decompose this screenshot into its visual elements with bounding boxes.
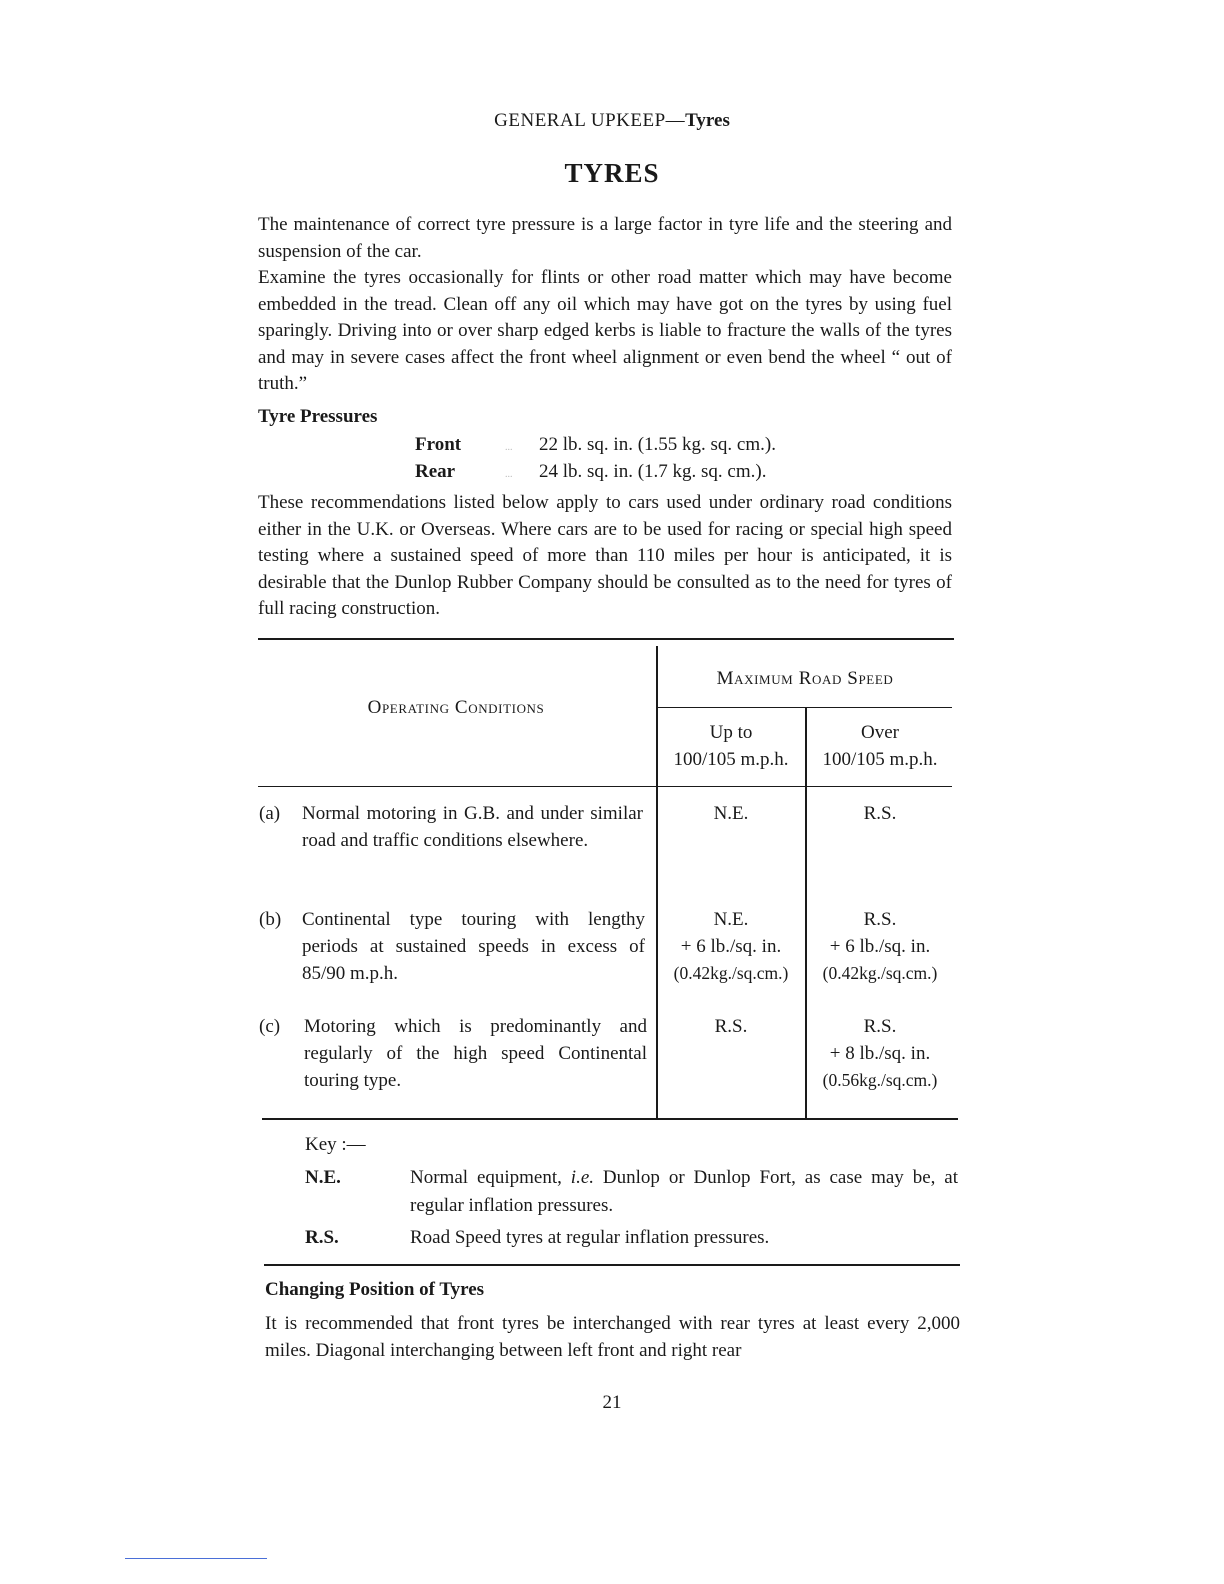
key-ne-ie: i.e. — [570, 1167, 595, 1188]
key-heading: Key :— — [305, 1134, 366, 1155]
row-b-label: (b) — [259, 909, 282, 930]
changing-position-paragraph: It is recommended that front tyres be interchanged with rear tyres at least every 2,000 miles. Diagonal interchanging between left front and right rear — [265, 1313, 960, 1361]
subheader-over-line-1: Over — [861, 722, 899, 743]
row-c-label: (c) — [259, 1016, 281, 1037]
changing-position-heading: Changing Position of Tyres — [265, 1279, 485, 1300]
row-b-over — [807, 906, 953, 987]
row-a-condition: Normal motoring in G.B. and under similar road and traffic conditions elsewhere. — [302, 803, 643, 851]
tyre-pressures-heading: Tyre Pressures — [258, 406, 378, 427]
row-a-over — [807, 800, 953, 827]
row-b-up-to — [658, 906, 804, 987]
rear-pressure-value: 24 lb. sq. in. (1.7 kg. sq. cm.). — [539, 461, 767, 482]
row-c-over-line-3: (0.56kg./sq.cm.) — [822, 1070, 938, 1090]
table-divider-speed — [805, 708, 807, 1118]
row-b-over-line-1: R.S. — [863, 909, 897, 930]
row-c-up-to-line-1: R.S. — [714, 1016, 748, 1037]
key-ne-text-1: Normal equipment, — [410, 1167, 571, 1188]
row-a-up-to-line-1: N.E. — [713, 803, 749, 824]
key-ne-definition — [410, 1164, 958, 1220]
key-ne-text-2: Dunlop or Dunlop Fort, as case may be, at regular inflation pressures. — [410, 1167, 958, 1216]
table-header-rule — [258, 786, 952, 787]
rear-pressure-label: Rear — [415, 461, 456, 482]
front-pressure-dots: ... — [505, 442, 513, 453]
intro-paragraph-2: Examine the tyres occasionally for flints or other road matter which may have become embedded in the tread. Clean off any oil which may have got on the tyres by using fuel sparingly. Driving into or over sharp edged kerbs is liable to fracture the walls of the tyres and may in severe cases affect the front wheel alignment or even bend the wheel “ out of truth.” — [258, 267, 952, 394]
rear-pressure-dots: ... — [505, 469, 513, 480]
row-b-up-to-line-3: (0.42kg./sq.cm.) — [673, 963, 789, 983]
row-b-condition: Continental type touring with lengthy periods at sustained speeds in excess of 85/90 m.p.h. — [302, 909, 645, 984]
row-c-over-line-1: R.S. — [863, 1016, 897, 1037]
front-pressure-row — [415, 432, 776, 462]
subheader-over — [807, 719, 953, 773]
row-c-over-line-2: + 8 lb./sq. in. — [829, 1043, 931, 1064]
key-rs-definition: Road Speed tyres at regular inflation pressures. — [410, 1227, 770, 1248]
row-b-over-line-3: (0.42kg./sq.cm.) — [822, 963, 938, 983]
table-top-rule — [258, 638, 954, 640]
row-c-condition: Motoring which is predominantly and regularly of the high speed Continental touring type. — [304, 1016, 647, 1091]
row-c-over — [807, 1013, 953, 1094]
running-head-prefix: GENERAL UPKEEP— — [494, 110, 686, 131]
table-bottom-rule — [262, 1118, 958, 1120]
col-header-conditions: Operating Conditions — [367, 697, 545, 718]
speed-subheader-rule — [657, 707, 952, 708]
subheader-up-to-line-1: Up to — [709, 722, 753, 743]
subheader-over-line-2: 100/105 m.p.h. — [822, 749, 938, 770]
footer-rule — [125, 1558, 267, 1559]
row-b-over-line-2: + 6 lb./sq. in. — [829, 936, 931, 957]
col-header-max-speed: Maximum Road Speed — [716, 668, 894, 689]
key-rs-abbr: R.S. — [305, 1227, 339, 1248]
subheader-up-to — [658, 719, 804, 773]
front-pressure-value: 22 lb. sq. in. (1.55 kg. sq. cm.). — [539, 434, 776, 455]
row-a-over-line-1: R.S. — [863, 803, 897, 824]
row-a-up-to — [658, 800, 804, 827]
page-title: TYRES — [564, 158, 660, 188]
running-head — [0, 110, 1224, 132]
row-a-label: (a) — [259, 803, 281, 824]
table-divider-conditions — [656, 646, 658, 1118]
row-b-up-to-line-1: N.E. — [713, 909, 749, 930]
front-pressure-label: Front — [415, 434, 462, 455]
subheader-up-to-line-2: 100/105 m.p.h. — [673, 749, 789, 770]
key-bottom-rule — [264, 1264, 960, 1266]
recommendation-paragraph: These recommendations listed below apply to cars used under ordinary road conditions either in the U.K. or Overseas. Where cars are to be used for racing or special high speed testing where a sustained speed of more than 110 miles per hour is anticipated, it is desirable that the Dunlop Rubber Company should be consulted as to the need for tyres of full racing construction. — [258, 492, 952, 619]
intro-paragraph-1: The maintenance of correct tyre pressure is a large factor in tyre life and the steering and suspension of the car. — [258, 214, 952, 262]
page-number: 21 — [602, 1392, 622, 1413]
rear-pressure-row — [415, 459, 766, 489]
row-c-up-to — [658, 1013, 804, 1040]
running-head-section: Tyres — [685, 110, 730, 131]
key-ne-abbr: N.E. — [305, 1167, 341, 1188]
row-b-up-to-line-2: + 6 lb./sq. in. — [680, 936, 782, 957]
